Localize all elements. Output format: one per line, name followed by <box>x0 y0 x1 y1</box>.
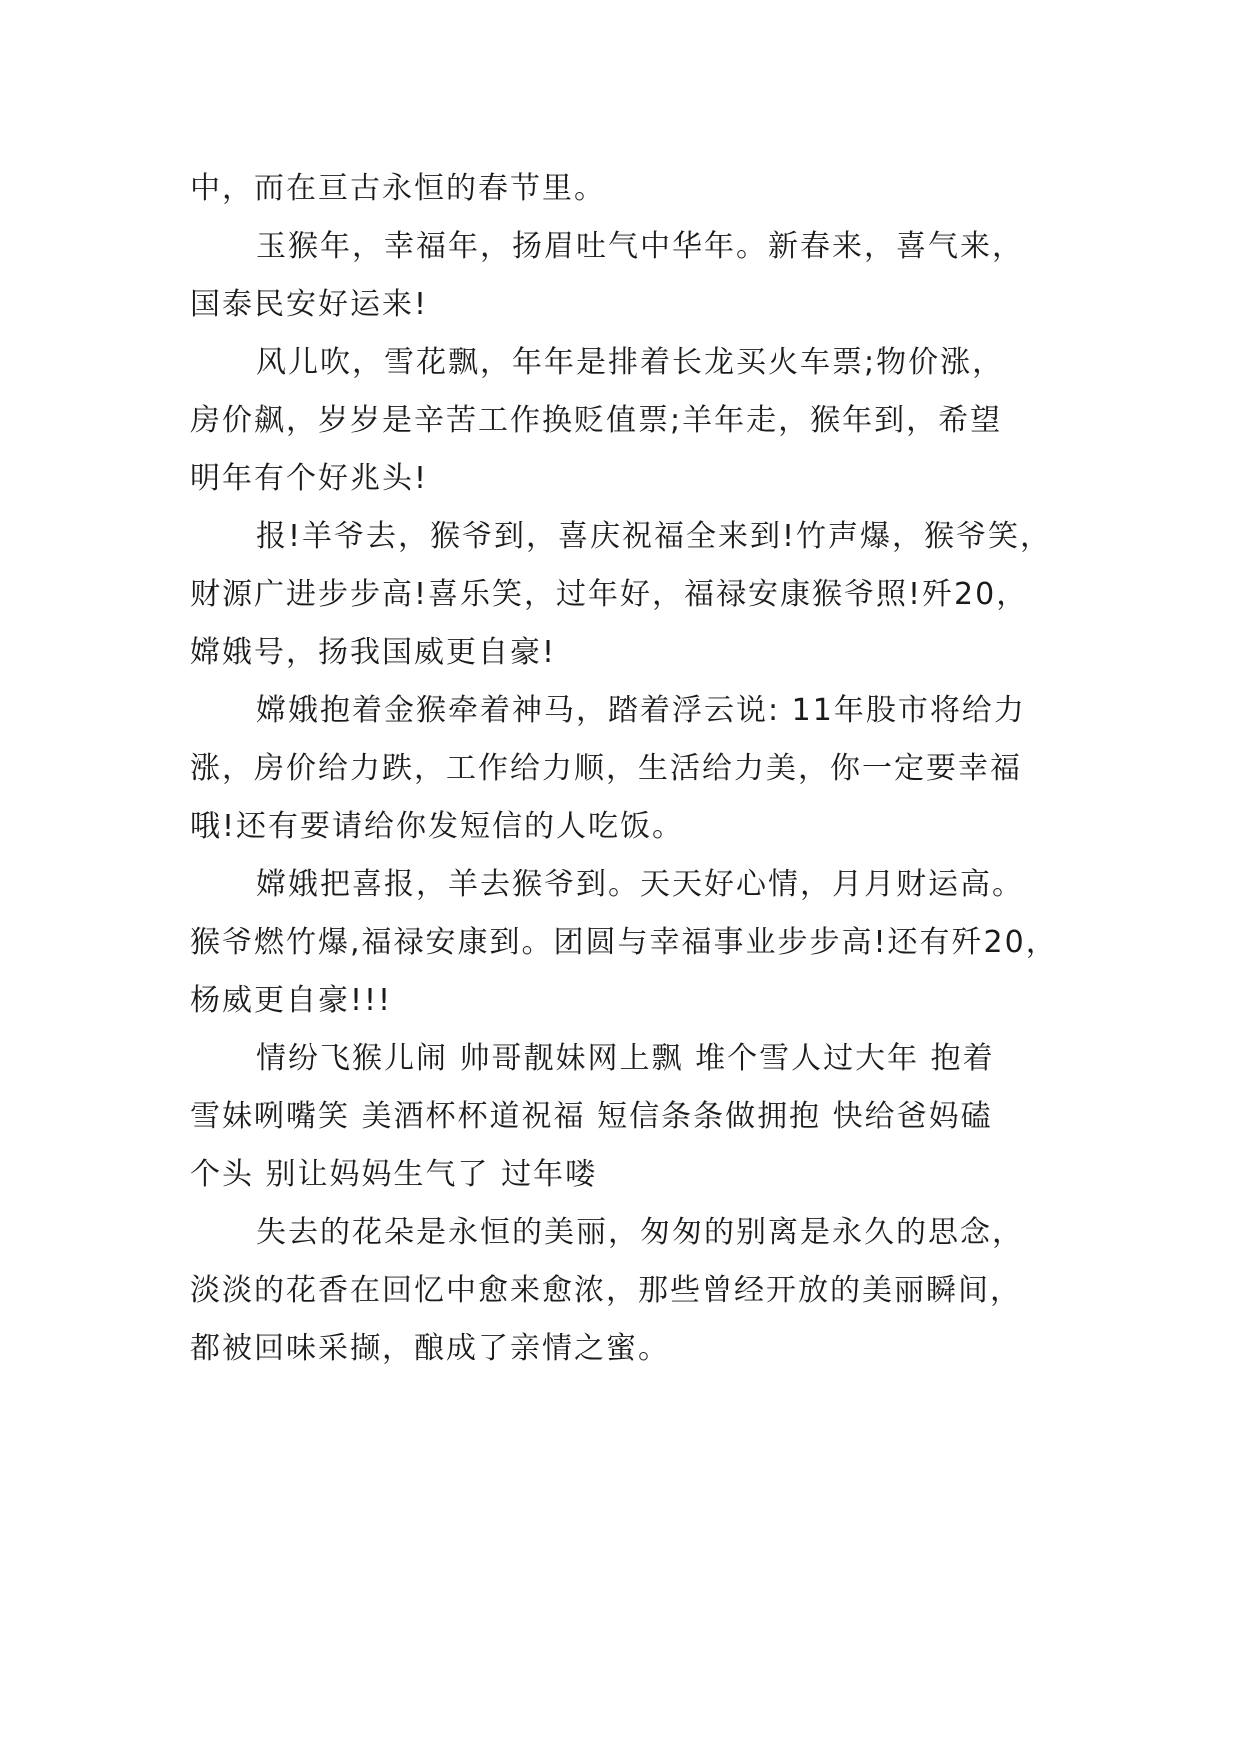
paragraph-6 <box>190 856 1060 1030</box>
paragraph-line: 淡淡的花香在回忆中愈来愈浓，那些曾经开放的美丽瞬间， <box>190 1273 1022 1308</box>
paragraph-line: 中，而在亘古永恒的春节里。 <box>190 171 606 206</box>
paragraph-line: 杨威更自豪!!! <box>190 983 393 1018</box>
paragraph-line: 国泰民安好运来! <box>190 287 429 322</box>
paragraph-8 <box>190 1204 1060 1378</box>
paragraph-line: 个头 别让妈妈生气了 过年喽 <box>190 1157 598 1192</box>
paragraph-line: 玉猴年，幸福年，扬眉吐气中华年。新春来，喜气来， <box>256 229 1024 264</box>
paragraph-line: 嫦娥号，扬我国威更自豪! <box>190 635 557 670</box>
paragraph-line: 财源广进步步高!喜乐笑，过年好，福禄安康猴爷照!歼20， <box>190 577 1029 612</box>
paragraph-7 <box>190 1030 1060 1204</box>
paragraph-line: 情纷飞猴儿闹 帅哥靓妹网上飘 堆个雪人过大年 抱着 <box>256 1041 995 1076</box>
paragraph-line: 房价飙，岁岁是辛苦工作换贬值票;羊年走，猴年到，希望 <box>190 403 1003 438</box>
paragraph-line: 嫦娥抱着金猴牵着神马，踏着浮云说: 11年股市将给力 <box>256 693 1026 728</box>
paragraph-line: 哦!还有要请给你发短信的人吃饭。 <box>190 809 685 844</box>
paragraph-line: 失去的花朵是永恒的美丽，匆匆的别离是永久的思念， <box>256 1215 1024 1250</box>
paragraph-line: 明年有个好兆头! <box>190 461 429 496</box>
paragraph-line: 猴爷燃竹爆,福禄安康到。团圆与幸福事业步步高!还有歼20， <box>190 925 1058 960</box>
paragraph-4 <box>190 508 1060 682</box>
paragraph-line: 嫦娥把喜报，羊去猴爷到。天天好心情，月月财运高。 <box>256 867 1024 902</box>
paragraph-line: 涨，房价给力跌，工作给力顺，生活给力美，你一定要幸福 <box>190 751 1022 786</box>
paragraph-line: 报!羊爷去，猴爷到，喜庆祝福全来到!竹声爆，猴爷笑， <box>256 519 1053 554</box>
document-body <box>190 160 1060 1378</box>
paragraph-2 <box>190 218 1060 334</box>
paragraph-line: 都被回味采撷，酿成了亲情之蜜。 <box>190 1331 670 1366</box>
paragraph-3 <box>190 334 1060 508</box>
paragraph-line: 风儿吹，雪花飘，年年是排着长龙买火车票;物价涨， <box>256 345 1005 380</box>
paragraph-line: 雪妹咧嘴笑 美酒杯杯道祝福 短信条条做拥抱 快给爸妈磕 <box>190 1099 993 1134</box>
paragraph-1 <box>190 160 1060 218</box>
paragraph-5 <box>190 682 1060 856</box>
